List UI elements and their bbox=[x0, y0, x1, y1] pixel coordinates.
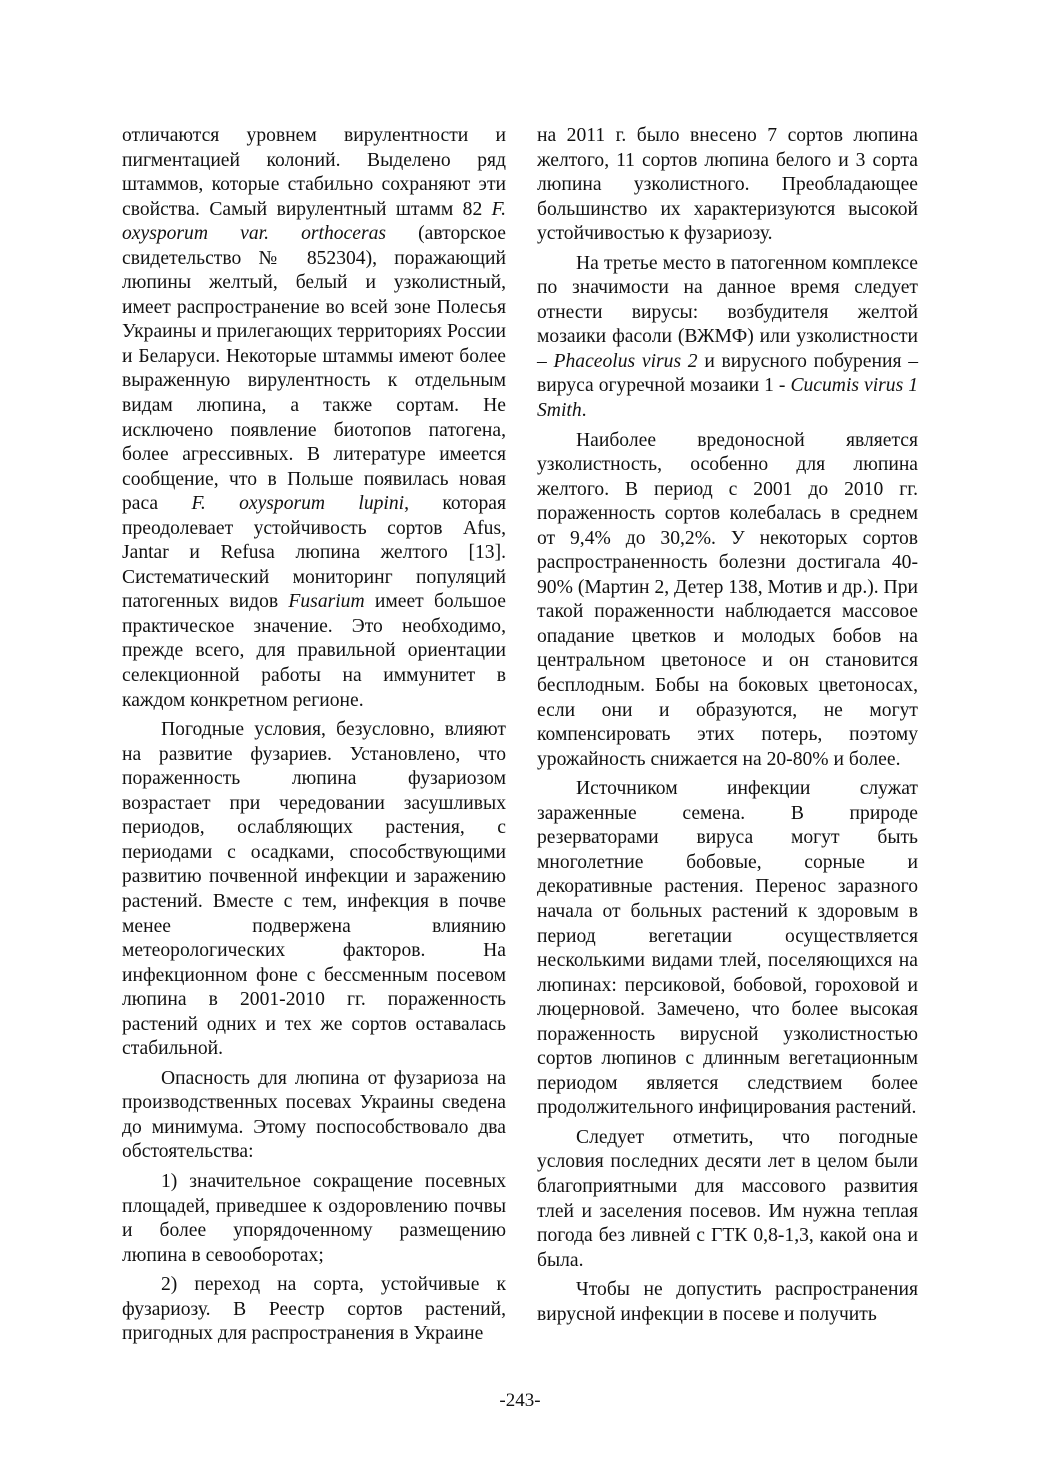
virus-name: Cucumis virus 1 Smith bbox=[537, 375, 919, 422]
page-number: -243- bbox=[499, 1390, 541, 1411]
virus-name: Phaceolus virus 2 bbox=[553, 350, 698, 372]
paragraph: отличаются уровнем вирулентности и пигментацией колоний. Выделено ряд штаммов, которые стабильно сохраняют эти свойства. Самый вирулентный штамм 82 F. oxysporum var. orthoceras (авторское свидетельство № 852304), поражающий люпины желтый, белый и узколистный, имеет распространение во всей зоне Полесья Украины и прилегающих территориях России и Беларуси. Некоторые штаммы имеют более выраженную вирулентность к отдельным видам люпина, а также сортам. Не исключено появление биотопов патогена, более агрессивных. В литературе имеется сообщение, что в Польше появилась новая раса F. oxysporum lupini, которая преодолевает устойчивость сортов Afus, Jantar и Refusa люпина желтого [13]. Систематический мониторинг популяций патогенных видов Fusarium имеет большое практическое значение. Это необходимо, прежде всего, для правильной ориентации селекционной работы на иммунитет в каждом конкретном регионе. bbox=[122, 125, 507, 711]
paragraph: Наиболее вредоносной является узколистность, особенно для люпина желтого. В период с 2001 до 2010 гг. пораженность сортов колебалась в среднем от 9,4% до 30,2%. У некоторых сортов распространенность болезни достигала 40-90% (Мартин 2, Детер 138, Мотив и др.). При такой пораженности наблюдается массовое опадание цветков и молодых бобов на центральном цветоносе и он становится бесплодным. Бобы на боковых цветоносах, если они и образуются, не могут компенсировать этих потерь, поэтому урожайность снижается на 20-80% и более. bbox=[537, 429, 918, 770]
genus-name: Fusarium bbox=[288, 591, 365, 613]
paragraph: Источником инфекции служат зараженные семена. В природе резерваторами вируса могут быть многолетние бобовые, сорные и декоративные растения. Перенос заразного начала от больных растений к здоровым в период вегетации осуществляется несколькими видами тлей, поселяющихся на люпинах: персиковой, бобовой, гороховой и люцерновой. Замечено, что более высокая пораженность вирусной узколистностью сортов люпинов с длинным вегетационным периодом является следствием более продолжительного инфицирования растений. bbox=[537, 778, 918, 1119]
paragraph: Погодные условия, безусловно, влияют на развитие фузариев. Установлено, что пораженность люпина фузариозом возрастает при чередовании засушливых периодов, ослабляющих растения, с периодами с осадками, способствующими развитию почвенной инфекции и заражению растений. Вместе с тем, инфекция в почве менее подвержена влиянию метеорологических факторов. На инфекционном фоне с бессменным посевом люпина в 2001-2010 гг. пораженность растений одних и тех же сортов оставалась стабильной. bbox=[122, 719, 506, 1060]
species-name: F. oxysporum var. orthoceras bbox=[122, 198, 506, 245]
paragraph: Опасность для люпина от фузариоза на производственных посевах Украины сведена до минимума. Этому поспособствовало два обстоятельства: bbox=[122, 1067, 506, 1163]
paragraph: Чтобы не допустить распространения вирусной инфекции в посеве и получить bbox=[537, 1279, 918, 1325]
list-item: 1) значительное сокращение посевных площадей, приведшее к оздоровлению почвы и более упорядоченному размещению люпина в севооборотах; bbox=[122, 1170, 506, 1266]
list-item: 2) переход на сорта, устойчивые к фузариозу. В Реестр сортов растений, пригодных для распространения в Украине bbox=[122, 1274, 506, 1345]
paragraph: на 2011 г. было внесено 7 сортов люпина желтого, 11 сортов люпина белого и 3 сорта люпина узколистного. Преобладающее большинство их характеризуются высокой устойчивостью к фузариозу. bbox=[537, 125, 918, 245]
species-name: F. oxysporum lupini bbox=[191, 493, 405, 515]
paragraph: На третье место в патогенном комплексе по значимости на данное время следует отнести вирусы: возбудителя желтой мозаики фасоли (ВЖМФ) или узколистности – Phaceolus virus 2 и вирусного побурения – вируса огуречной мозаики 1 - Cucumis virus 1 Smith. bbox=[537, 252, 919, 422]
paragraph: Следует отметить, что погодные условия последних десяти лет в целом были благоприятными для массового развития тлей и заселения посевов. Им нужна теплая погода без ливней с ГТК 0,8-1,3, какой она и была. bbox=[537, 1126, 918, 1271]
right-column bbox=[537, 124, 918, 1332]
left-column bbox=[122, 124, 506, 1352]
